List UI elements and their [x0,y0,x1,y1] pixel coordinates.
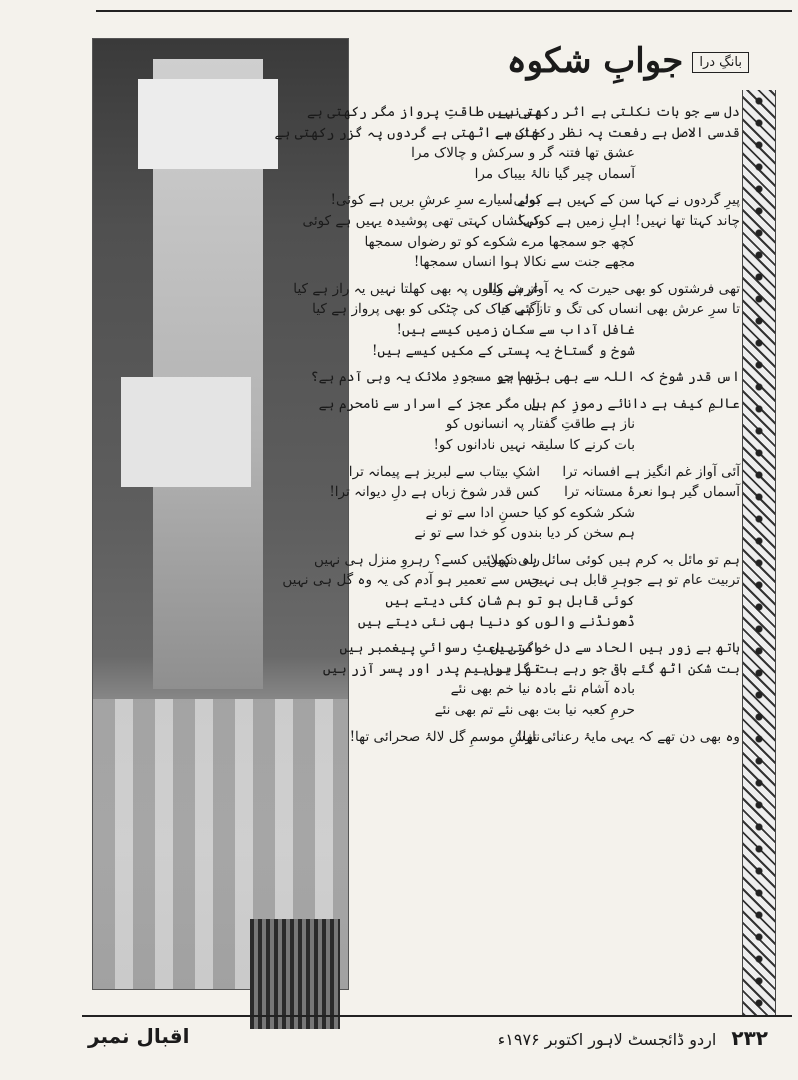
couplet-line [322,660,740,682]
couplet-line [339,640,740,661]
refrain-line: حرمِ کعبہ نیا بت بھی نئے تم بھی نئے [434,702,635,719]
couplet-line [302,212,740,234]
page-number: ۲۳۲ [731,1026,768,1050]
page-footer [498,1026,768,1050]
couplet-line [350,729,740,750]
refrain-line: کوئی قابل ہو تو ہم شانِ کئی دیتے ہیں [385,593,635,610]
refrain-line: مجھے جنت سے نکالا ہوا انساں سمجھا! [413,254,635,271]
hemistich-left: عرش والوں پہ بھی کھلتا نہیں یہ راز ہے کیا [293,280,540,297]
hemistich-left: بولے سیارے سرِ عرشِ بریں ہے کوئی! [330,192,540,209]
hemistich-right: قدسی الاصل ہے رفعت پہ نظر رکھتی ہے [494,124,740,141]
poem-title-block [490,40,700,81]
hemistich-left: کس قدر شوخ زباں ہے دلِ دیوانہ ترا! [329,484,540,501]
hemistich-right: ہاتھ بے زور ہیں الحاد سے دل خوگر ہیں [490,640,740,657]
hemistich-right: تھی فرشتوں کو بھی حیرت کہ یہ آواز ہے کیا [488,280,740,297]
hemistich-left: اشکِ بیتاب سے لبریز ہے پیمانہ ترا [348,463,540,480]
couplet-line [318,395,740,417]
refrain-line: بادہ آشام نئے بادہ نیا خم بھی نئے [450,681,635,698]
hemistich-right: تربیت عام تو ہے جوہرِ قابل ہی نہیں [528,572,740,589]
couplet-line [293,280,740,302]
hemistich-right: ہم تو مائل بہ کرم ہیں کوئی سائل ہی نہیں [487,551,740,568]
top-rule [96,10,792,12]
couplet-line [310,369,740,390]
minaret-upper-balcony [138,79,278,169]
couplet-line [330,192,740,213]
couplet-line [312,301,740,322]
hemistich-right: دل سے جو بات نکلتی ہے اثر رکھتی ہے [498,104,740,120]
refrain-line: ہم سخن کر دیا بندوں کو خدا سے تو نے [414,525,635,542]
couplet-line [274,124,740,146]
hemistich-left: تھا براہیم پدر اور پسر آزر ہیں [322,660,540,677]
hemistich-left: جس سے تعمیر ہو آدم کی یہ وہ گل ہی نہیں [282,572,540,589]
couplet-line [306,104,740,125]
hemistich-left: ہاں مگر عجز کے اسرار سے نامحرم ہے [318,395,540,412]
poem-body [274,104,740,749]
refrain-line: بات کرنے کا سلیقہ نہیں نادانوں کو! [433,436,635,453]
hemistich-right: وہ بھی دن تھے کہ یہی مایۂ رعنائی تھا! [517,728,740,745]
hemistich-right: تا سرِ عرش بھی انساں کی تگ و تاز ہے کیا [497,301,740,318]
window-grille [250,919,340,1029]
refrain-line: شکر شکوے کو کیا حسنِ ادا سے تو نے [425,504,635,521]
ornamental-border [742,90,776,1015]
couplet-line [282,572,740,593]
hemistich-right: پیرِ گردوں نے کہا سن کے کہیں ہے کوئی! [508,192,740,209]
hemistich-left: آگئی خاک کی چٹکی کو بھی پرواز ہے کیا [312,301,540,318]
special-issue-label: اقبال نمبر [88,1024,190,1048]
hemistich-left: کہکشاں کہتی تھی پوشیدہ یہیں ہے کوئی [302,212,540,229]
hemistich-right: عالمِ کیف ہے دانائے رموزِ کم ہے [530,395,740,412]
hemistich-left: راہ دکھلائیں کسے؟ رہروِ منزل ہی نہیں [314,551,540,568]
book-label: بانگِ درا [692,52,749,73]
refrain-line: ناز ہے طاقتِ گفتار پہ انسانوں کو [445,416,635,433]
couplet-line [314,551,740,573]
hemistich-right: آسماں گیر ہوا نعرۂ مستانہ ترا [564,484,740,501]
refrain-line: آسماں چیر گیا نالۂ بیباک مرا [474,165,635,182]
magazine-issue: اردو ڈائجسٹ لاہور اکتوبر ۱۹۷۶ء [497,1030,717,1049]
refrain-line: ڈھونڈنے والوں کو دنیا بھی نئی دیتے ہیں [357,613,635,630]
refrain-line: کچھ جو سمجھا مرے شکوے کو تو رضواں سمجھا [364,233,635,250]
minaret-photo [92,38,349,990]
refrain-line: شوخ و گستاخ یہ پستی کے مکیں کیسے ہیں! [371,342,635,359]
poem-title: جوابِ شکوہ [506,41,684,81]
hemistich-left: خاک سے اٹھتی ہے گردوں پہ گزر رکھتی ہے [274,124,540,141]
hemistich-right: آئی آواز غم انگیز ہے افسانہ ترا [562,463,740,480]
hemistich-left: تھا جو مسجودِ ملائک یہ وہی آدم ہے؟ [310,369,540,386]
refrain-line: غافل آداب سے سکانِ زمیں کیسے ہیں! [396,321,635,338]
bottom-rule [82,1015,792,1017]
hemistich-right: اس قدر شوخ کہ اللہ سے بھی برہم ہے [498,369,740,386]
hemistich-left: امتی باعثِ رسوائیِ پیغمبر ہیں [339,640,540,657]
couplet-line [350,464,740,485]
couplet-line [329,484,740,505]
hemistich-left: نازشِ موسمِ گل لالۂ صحرائی تھا! [349,728,540,745]
hemistich-right: بت شکن اٹھ گئے باقی جو رہے بت گر ہیں [486,660,740,677]
refrain-line: عشق تھا فتنہ گر و سرکش و چالاک مرا [411,145,635,162]
hemistich-left: پر نہیں طاقتِ پرواز مگر رکھتی ہے [306,104,540,120]
minaret-lower-balcony [121,377,251,487]
hemistich-right: چاند کہتا تھا نہیں! اہلِ زمیں ہے کوئی! [517,212,740,229]
